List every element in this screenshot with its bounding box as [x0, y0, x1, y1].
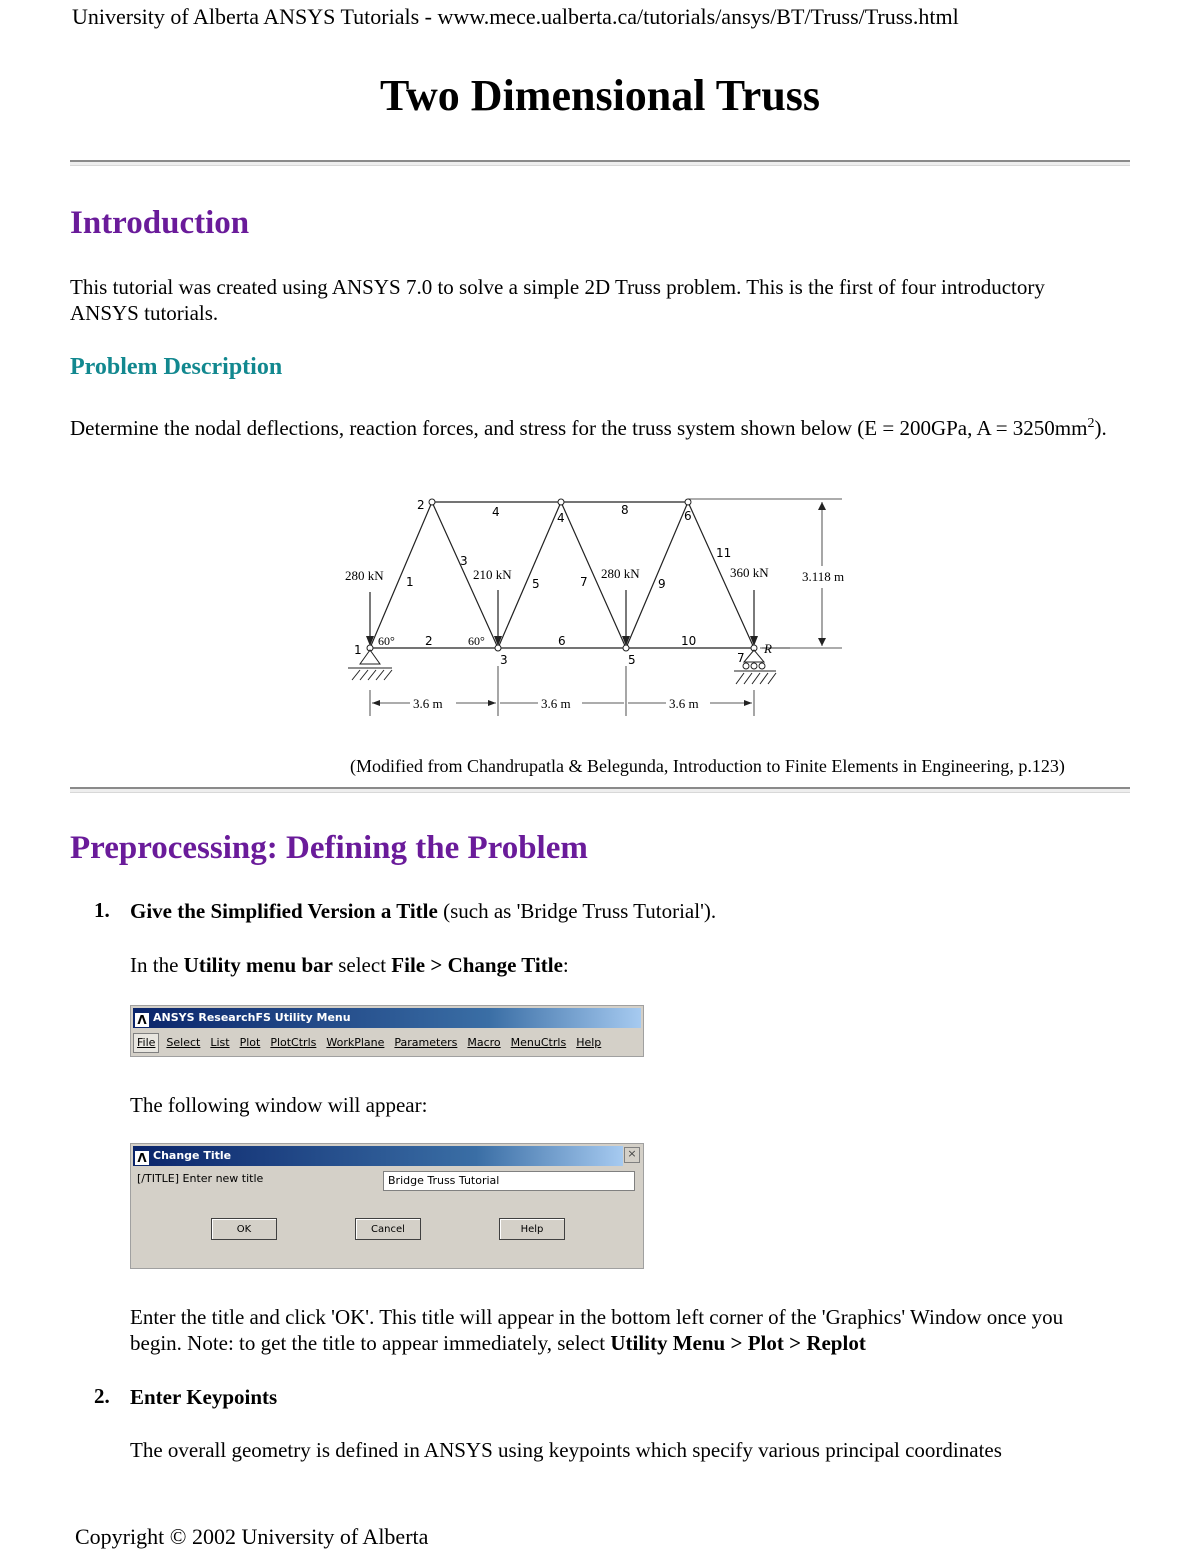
help-button[interactable]: Help [499, 1218, 565, 1240]
problem-text-superscript: 2 [1087, 416, 1095, 431]
dimension-arrowhead [744, 700, 752, 706]
dialog-title: Change Title [153, 1149, 232, 1162]
note-bold: Utility Menu > Plot > Replot [610, 1331, 866, 1355]
menu-menuctrls[interactable]: MenuCtrls [510, 1036, 567, 1049]
hatch [368, 670, 376, 680]
node-label: 2 [417, 498, 425, 512]
hatch [736, 673, 744, 684]
divider [70, 787, 1130, 793]
menu-select[interactable]: Select [166, 1036, 201, 1049]
hatch [752, 673, 760, 684]
ansys-logo-icon: Λ [135, 1151, 149, 1165]
span-label: 3.6 m [541, 696, 571, 711]
ok-button[interactable]: OK [211, 1218, 277, 1240]
step-1-note [130, 1304, 1120, 1356]
instruction-text: : [562, 953, 569, 977]
dimension-arrowhead [488, 700, 496, 706]
element-label: 5 [532, 577, 540, 591]
joint [558, 499, 564, 505]
element-label: 3 [460, 554, 468, 568]
instruction-text: In the [130, 953, 184, 977]
dimension-arrowhead [818, 638, 826, 646]
utility-menu-bar [133, 1032, 641, 1054]
load-label: 280 kN [345, 568, 384, 583]
truss-diagram [340, 490, 860, 720]
span-label: 3.6 m [669, 696, 699, 711]
step-1-title-rest: (such as 'Bridge Truss Tutorial'). [437, 899, 717, 923]
joint [623, 645, 629, 651]
problem-heading: Problem Description [70, 354, 283, 380]
cancel-button[interactable]: Cancel [355, 1218, 421, 1240]
element-label: 1 [406, 575, 414, 589]
menu-macro[interactable]: Macro [467, 1036, 501, 1049]
menu-list[interactable]: List [210, 1036, 230, 1049]
change-title-dialog [130, 1143, 644, 1269]
divider [70, 160, 1130, 166]
hatch [760, 673, 768, 684]
load-label: 280 kN [601, 566, 640, 581]
introduction-heading: Introduction [70, 205, 250, 241]
node-label: 6 [684, 509, 692, 523]
hatch [352, 670, 360, 680]
roller-triangle [744, 650, 764, 662]
roller [759, 663, 765, 669]
element-label: 2 [425, 634, 433, 648]
element-label: 11 [716, 546, 732, 560]
step-2-text: The overall geometry is defined in ANSYS using keypoints which specify various principal coordinates [130, 1438, 1002, 1462]
title-input[interactable]: Bridge Truss Tutorial [383, 1171, 635, 1191]
load-label: 360 kN [730, 565, 769, 580]
utility-menu-title: ANSYS ResearchFS Utility Menu [153, 1011, 351, 1024]
instruction-text: select [332, 953, 392, 977]
element-label: 10 [681, 634, 697, 648]
step-1-title [130, 898, 716, 924]
problem-text-end: ). [1094, 416, 1107, 440]
note-text: Enter the title and click 'OK'. This title will appear in the bottom left corner of the 'Graphics' Window once you begin. Note: to get the title to appear immediately, select [130, 1305, 1064, 1355]
step-2-title: Enter Keypoints [130, 1385, 278, 1409]
ansys-logo-icon: Λ [135, 1013, 149, 1027]
element-label: 8 [621, 503, 629, 517]
arrowheads [366, 502, 826, 706]
node-label: 5 [628, 653, 636, 667]
title-field-label: [/TITLE] Enter new title [137, 1172, 264, 1185]
dimension-arrowhead [372, 700, 380, 706]
problem-text-main: Determine the nodal deflections, reaction forces, and stress for the truss system shown below (E = 200GPa, A = 3250mm [70, 416, 1088, 440]
roller [751, 663, 757, 669]
preprocessing-heading: Preprocessing: Defining the Problem [70, 830, 588, 866]
problem-text [70, 411, 1130, 441]
menu-help[interactable]: Help [576, 1036, 602, 1049]
copyright-footer: Copyright © 2002 University of Alberta [75, 1524, 429, 1549]
element-label: 6 [558, 634, 566, 648]
pin-triangle [360, 650, 380, 664]
hatch [384, 670, 392, 680]
angle-label: 60° [468, 634, 485, 648]
dialog-titlebar [133, 1146, 623, 1166]
node-label: 4 [557, 511, 565, 525]
load-label: 210 kN [473, 567, 512, 582]
figure-caption: (Modified from Chandrupatla & Belegunda, Introduction to Finite Elements in Engineering, p.123) [350, 756, 1065, 776]
hatch [376, 670, 384, 680]
joint [495, 645, 501, 651]
element-label: 9 [658, 577, 666, 591]
menu-parameters[interactable]: Parameters [394, 1036, 458, 1049]
hatch [744, 673, 752, 684]
list-number: 2. [94, 1384, 110, 1408]
following-window-text: The following window will appear: [130, 1093, 428, 1117]
reaction-label: R [764, 641, 772, 656]
angle-label: 60° [378, 634, 395, 648]
page-header-url: University of Alberta ANSYS Tutorials - www.mece.ualberta.ca/tutorials/ansys/BT/Truss/Truss.html [72, 4, 959, 29]
step-1-title-bold: Give the Simplified Version a Title [130, 899, 438, 923]
hatch [768, 673, 776, 684]
ansys-utility-menu-window [130, 1005, 644, 1057]
menu-file[interactable]: File [133, 1033, 159, 1053]
document-title: Two Dimensional Truss [379, 71, 821, 120]
node-label: 7 [737, 651, 745, 665]
menu-workplane[interactable]: WorkPlane [326, 1036, 385, 1049]
element-labels [406, 503, 731, 648]
node-label: 1 [354, 643, 362, 657]
instruction-bold: Utility menu bar [183, 953, 333, 977]
instruction-bold: File > Change Title [391, 953, 563, 977]
close-icon[interactable]: × [624, 1147, 640, 1163]
truss-members [370, 499, 845, 716]
joint [685, 499, 691, 505]
height-label: 3.118 m [802, 569, 845, 584]
dimension-arrowhead [818, 502, 826, 510]
hatch [360, 670, 368, 680]
node-label: 3 [500, 653, 508, 667]
element-label: 4 [492, 505, 500, 519]
joint [429, 499, 435, 505]
span-label: 3.6 m [413, 696, 443, 711]
element-label: 7 [580, 575, 588, 589]
utility-menu-titlebar [133, 1008, 641, 1028]
step-1-instruction [130, 952, 569, 978]
menu-plotctrls[interactable]: PlotCtrls [270, 1036, 317, 1049]
menu-plot[interactable]: Plot [239, 1036, 261, 1049]
introduction-text: This tutorial was created using ANSYS 7.0 to solve a simple 2D Truss problem. This is the first of four introductory ANSYS tutorials. [70, 275, 1045, 325]
list-number: 1. [94, 898, 110, 922]
